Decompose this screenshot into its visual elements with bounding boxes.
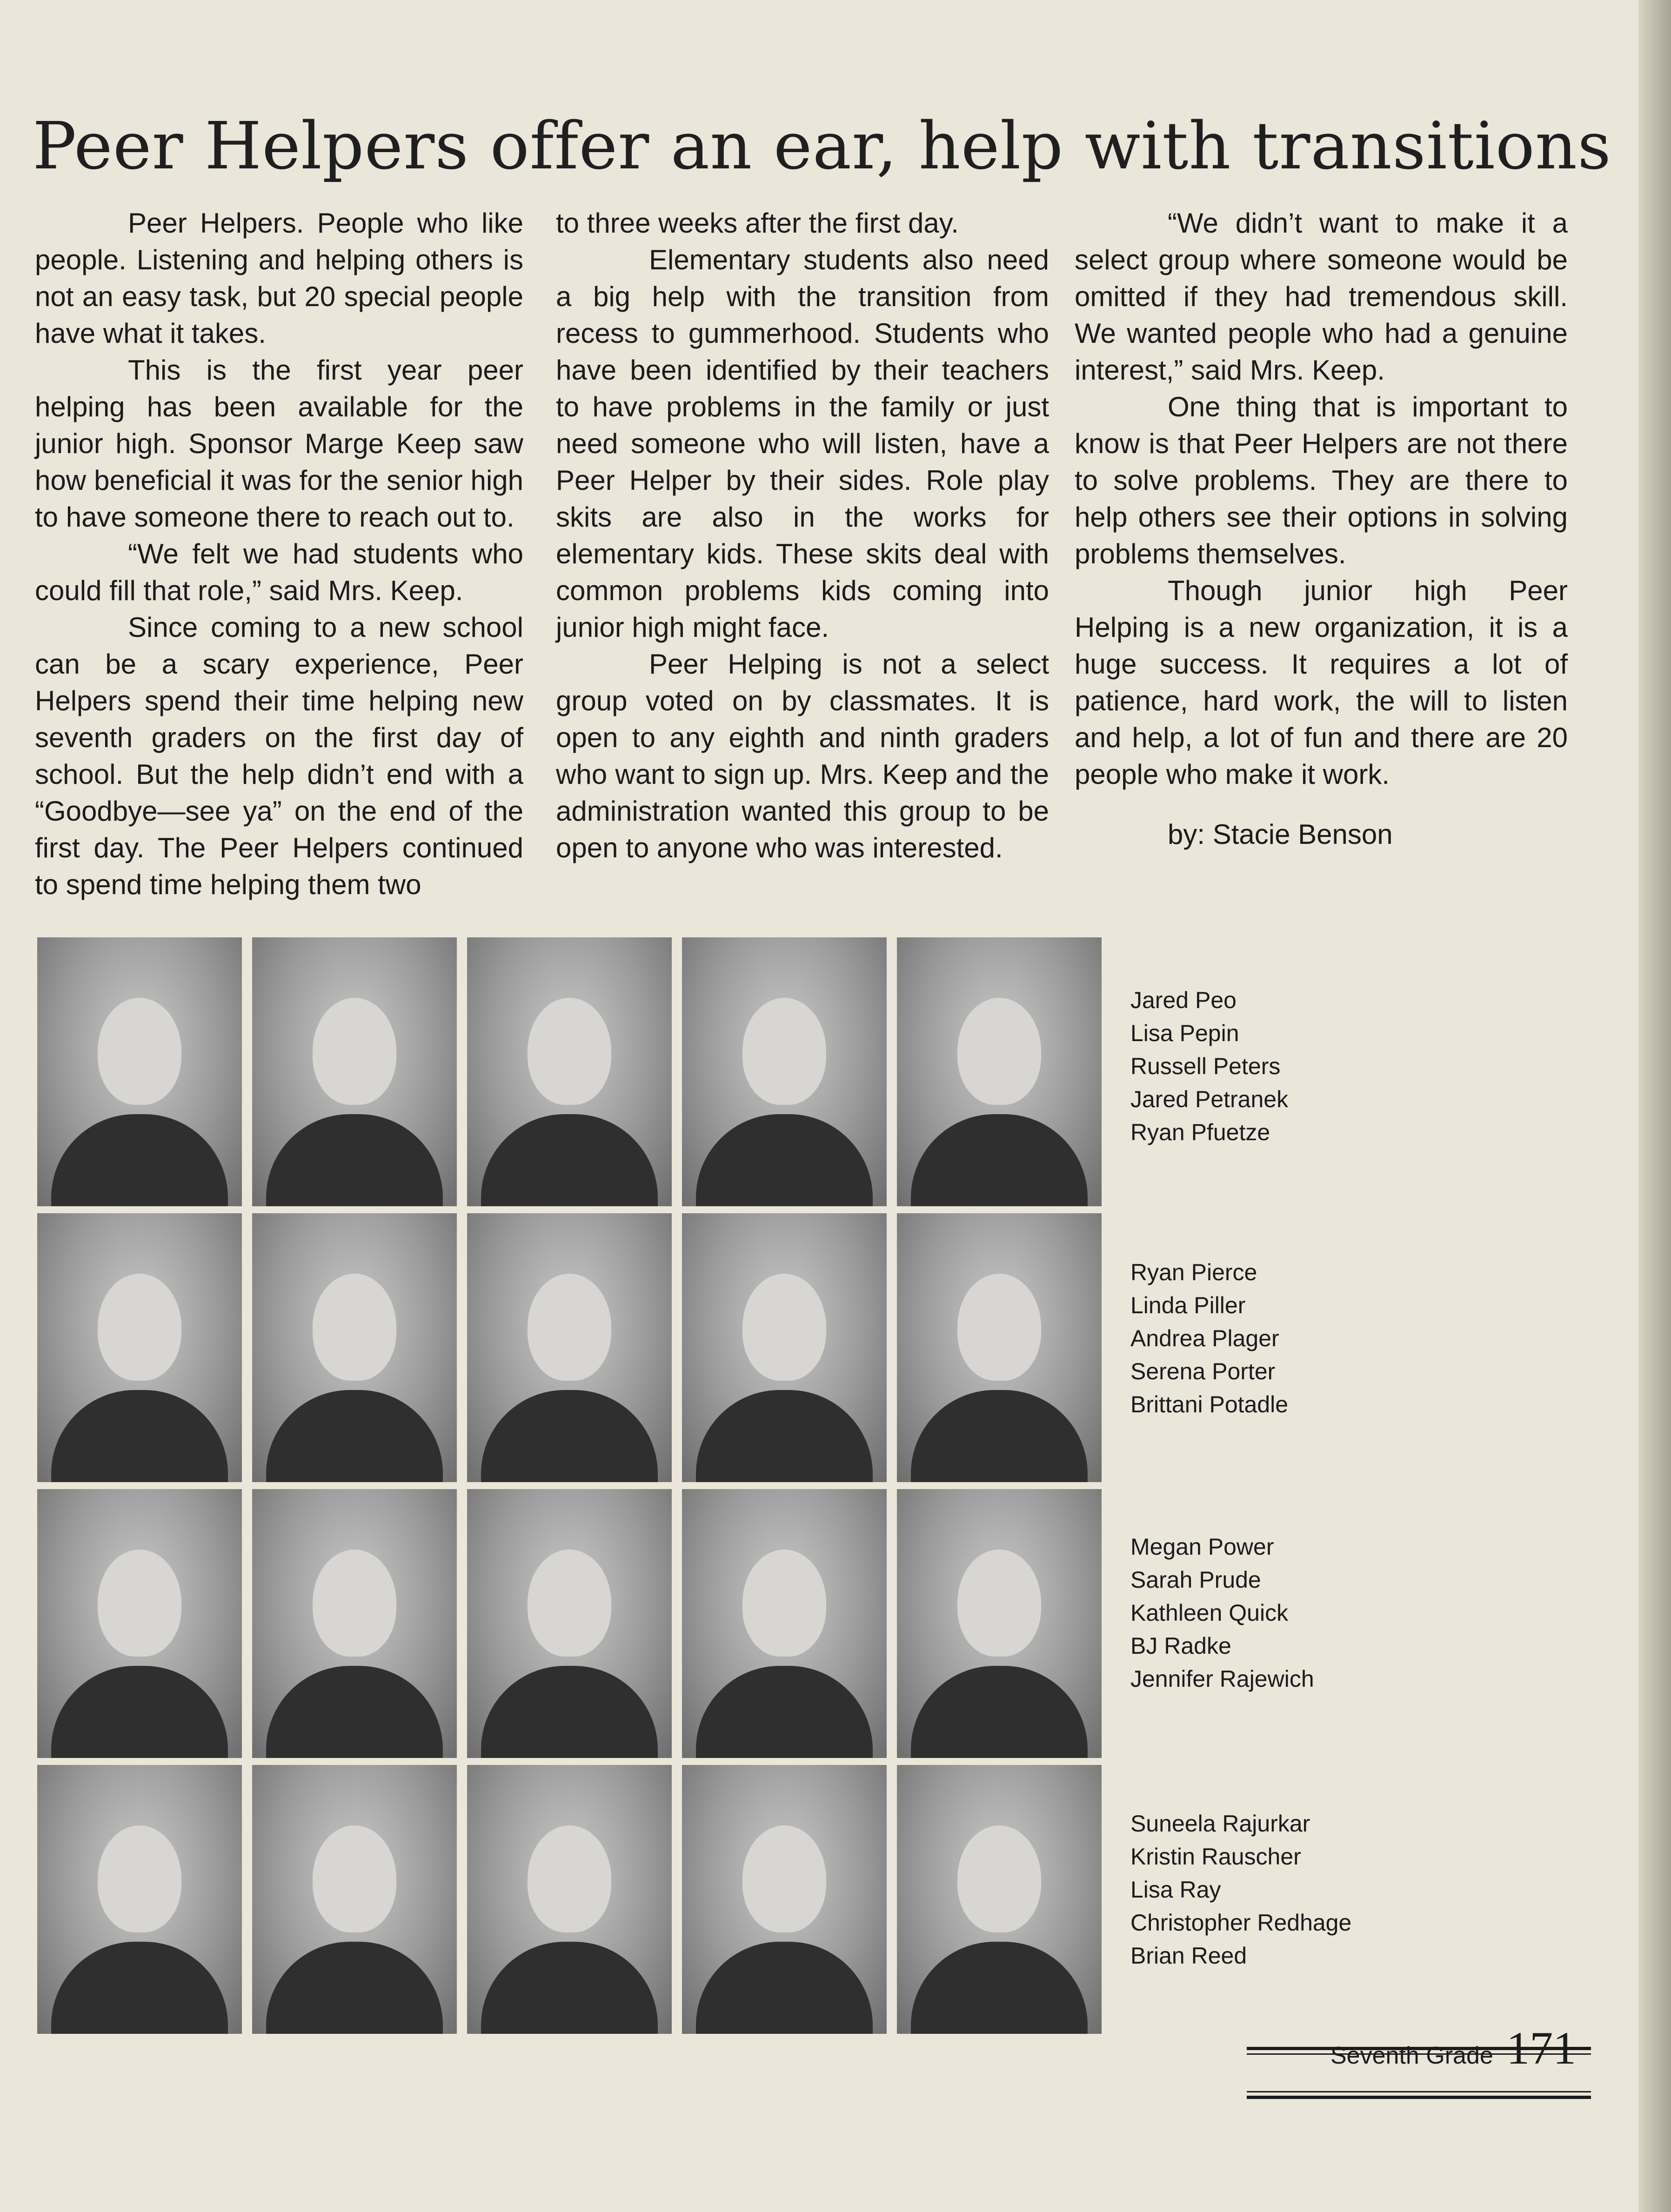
student-portrait — [467, 937, 672, 1206]
headline: Peer Helpers offer an ear, help with transitions — [33, 108, 1611, 184]
article-paragraph: Since coming to a new school can be a scary experience, Peer Helpers spend their time helping new seventh graders on the first day of school. But the help didn’t end with a “Goodbye—see ya” on the end of the first day. The Peer Helpers continued to spend time helping them two — [35, 612, 523, 900]
article-paragraph: One thing that is important to know is that Peer Helpers are not there to solve problems. They are there to help others see their options in solving problems themselves. — [1075, 391, 1568, 569]
student-name: Brittani Potadle — [1130, 1391, 1289, 1417]
student-portrait — [252, 1213, 457, 1482]
student-portrait — [37, 1489, 242, 1758]
article-column-3 — [1075, 205, 1568, 853]
student-name: Kathleen Quick — [1130, 1600, 1289, 1626]
article-paragraph: “We felt we had students who could fill that role,” said Mrs. Keep. — [35, 538, 523, 606]
student-name: Brian Reed — [1130, 1943, 1247, 1969]
student-portrait — [37, 1765, 242, 2034]
article-paragraph: This is the first year peer helping has been available for the junior high. Sponsor Marge Keep saw how beneficial it was for the senior high to have someone there to reach out to. — [35, 354, 523, 533]
page-number: 171 — [1506, 2022, 1577, 2074]
page-footer — [1330, 2021, 1576, 2075]
student-portrait — [467, 1489, 672, 1758]
student-portrait — [897, 1213, 1102, 1482]
student-name: Jared Peo — [1130, 987, 1237, 1013]
student-name: Suneela Rajurkar — [1130, 1811, 1310, 1837]
footer-section-label: Seventh Grade — [1330, 2042, 1493, 2069]
student-name: Megan Power — [1130, 1534, 1274, 1560]
article-paragraph: Peer Helping is not a select group voted on by classmates. It is open to any eighth and ninth graders who want to sign up. Mrs. Keep and the administration wanted this group to be open to anyone who was interested. — [556, 648, 1049, 863]
article-column-2 — [556, 205, 1049, 866]
student-name: Kristin Rauscher — [1130, 1844, 1301, 1870]
student-name: Jennifer Rajewich — [1130, 1666, 1314, 1692]
student-portrait — [682, 1489, 887, 1758]
student-portrait — [37, 1213, 242, 1482]
student-name: Ryan Pierce — [1130, 1259, 1257, 1285]
student-portrait — [897, 1765, 1102, 2034]
student-name: Ryan Pfuetze — [1130, 1119, 1270, 1145]
student-portrait — [897, 937, 1102, 1206]
student-name: Sarah Prude — [1130, 1567, 1261, 1593]
footer-rule-bottom — [1247, 2096, 1591, 2099]
article-paragraph: “We didn’t want to make it a select group where someone would be omitted if they had tremendous skill. We wanted people who had a genuine interest,” said Mrs. Keep. — [1075, 207, 1568, 386]
article-paragraph: to three weeks after the first day. — [556, 207, 959, 239]
student-portrait — [467, 1765, 672, 2034]
student-portrait — [682, 1213, 887, 1482]
student-name: Jared Petranek — [1130, 1086, 1289, 1112]
student-portrait — [467, 1213, 672, 1482]
name-list-row-3 — [1130, 1530, 1314, 1696]
article-column-1 — [35, 205, 523, 903]
student-portrait — [682, 937, 887, 1206]
student-name: Lisa Ray — [1130, 1877, 1221, 1903]
student-name: Russell Peters — [1130, 1053, 1281, 1079]
byline: by: Stacie Benson — [1168, 819, 1393, 850]
student-name: Linda Piller — [1130, 1292, 1246, 1318]
student-portrait — [252, 1489, 457, 1758]
article-paragraph: Though junior high Peer Helping is a new organization, it is a huge success. It requires a lot of patience, hard work, the will to listen and help, a lot of fun and there are 20 people who make it work. — [1075, 575, 1568, 790]
name-list-row-4 — [1130, 1807, 1351, 1972]
name-list-row-1 — [1130, 984, 1288, 1149]
student-name: Lisa Pepin — [1130, 1020, 1239, 1046]
student-name: Christopher Redhage — [1130, 1910, 1352, 1936]
page-edge — [1638, 0, 1671, 2212]
student-name: BJ Radke — [1130, 1633, 1231, 1659]
student-portrait — [252, 937, 457, 1206]
article-paragraph: Peer Helpers. People who like people. Listening and helping others is not an easy task, but 20 special people have what it takes. — [35, 207, 523, 349]
student-name: Andrea Plager — [1130, 1325, 1279, 1351]
student-portrait — [897, 1489, 1102, 1758]
article-paragraph: Elementary students also need a big help with the transition from recess to gummerhood. Students who have been identified by their teachers to have problems in the family or just need someone who will listen, have a Peer Helper by their sides. Role play skits are also in the works for elementary kids. These skits deal with common problems kids coming into junior high might face. — [556, 244, 1049, 643]
footer-rule-bottom-thin — [1247, 2091, 1591, 2092]
student-portrait — [252, 1765, 457, 2034]
name-list-row-2 — [1130, 1256, 1288, 1421]
student-portrait — [682, 1765, 887, 2034]
student-portrait — [37, 937, 242, 1206]
portrait-grid — [37, 937, 1102, 2034]
student-name: Serena Porter — [1130, 1358, 1276, 1384]
